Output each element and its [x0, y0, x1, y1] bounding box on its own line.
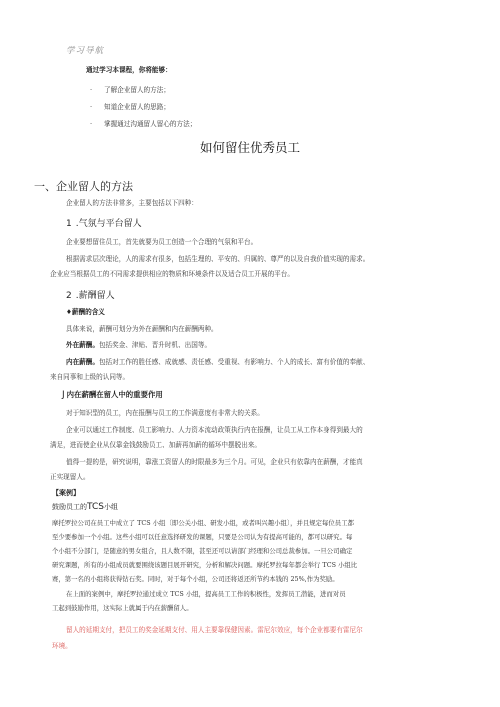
subsection-number: 2: [66, 291, 72, 301]
objective-item: [90, 84, 170, 94]
meaning-label: ♦薪酬的含义: [66, 308, 105, 316]
subsection-title: .气氛与平台留人: [75, 219, 142, 229]
bullet-icon: ·: [90, 120, 93, 128]
paragraph: 正实现留人。: [50, 473, 90, 481]
section-heading: 一、企业留人的方法: [34, 180, 133, 193]
objective-item: [90, 118, 196, 128]
role-title: 内在薪酬在留人中的重要作用: [66, 390, 163, 399]
guide-intro: 通过学习本课程，你将能够：: [86, 66, 172, 74]
case-title-pre: 鼓励员工的: [52, 503, 87, 511]
bullet-icon: ·: [90, 86, 93, 94]
bold-term: 外在薪酬。: [66, 341, 99, 349]
paragraph: 来自同事和上级的认同等。: [50, 373, 130, 381]
paragraph: [66, 356, 369, 366]
role-heading: [62, 389, 163, 400]
subsection-heading-2: [66, 288, 115, 301]
case-line: 赛，第一名的小组将获得钻石奖。同时，对于每个小组，公司还将返还所节约本钱的 25%,作为奖励。: [52, 575, 339, 583]
paragraph: 对于知识型的员工，内在报酬与员工的工作满意度有非常大的关系。: [66, 409, 264, 417]
subsection-heading-1: [66, 216, 142, 229]
case-title: [52, 502, 118, 512]
paragraph: 满足，进而使企业从仅靠金钱鼓励员工、加薪再加薪的循环中摆脱出来。: [50, 441, 261, 449]
term-text: 包括对工作的胜任感、成就感、责任感、受重视、有影响力、个人的成长、富有价值的奉献、: [98, 358, 370, 366]
case-title-big: TCS: [87, 502, 104, 512]
paragraph: 值得一提的是，研究说明，靠涨工资留人的时限最多为三个月。可见，企业只有依靠内在薪酬，才能真: [66, 458, 363, 466]
objective-text: 掌握通过沟通留人留心的方法；: [104, 120, 197, 128]
term-text: 包括奖金、津贴、晋升时机、出国等。: [98, 341, 212, 349]
objective-text: 知道企业留人的思路；: [104, 103, 170, 111]
case-line: 至少要参加一个小组。这些小组可以任意选择研发的课题，只要是公司认为有提高可能的，都可以研究。每: [52, 533, 353, 541]
paragraph: [66, 339, 211, 349]
role-prefix: J: [62, 390, 65, 400]
objective-item: [90, 101, 170, 111]
highlight-note: 环境。: [52, 642, 72, 650]
case-title-post: 小组: [103, 503, 118, 511]
section-intro: 企业留人的方法非常多，主要包括以下四种：: [66, 199, 198, 207]
subsection-title: .薪酬留人: [75, 291, 115, 301]
highlight-note: 留人的延期支付，把员工的奖金延期支付、用人主要靠保健因素。雷尼尔效应，每个企业都要有雷尼尔: [66, 626, 363, 634]
paragraph: 根据需求层次理论，人的需求有很多，包括生理的、平安的、归属的、尊严的以及自我价值实现的需求。: [66, 255, 370, 263]
page-title: 如何留住优秀员工: [199, 140, 300, 155]
case-line: 摩托罗拉公司在员工中成立了 TCS 小组〔即公关小组、研发小组，或者叫兴趣小组〕，并且规定每位员工都: [52, 519, 354, 527]
bullet-icon: ·: [90, 103, 93, 111]
paragraph: 企业应当根据员工的不同需求提供相应的物质和环境条件以及适合员工开展的平台。: [50, 270, 294, 278]
paragraph: 企业要想留住员工，首先就要为员工创造一个合理的气氛和平台。: [66, 238, 258, 246]
case-conclusion: 在上面的案例中，摩托罗拉通过成立 TCS 小组，提高员工工作的积极性，发挥员工潜能，进而对员: [66, 590, 346, 598]
case-heading: 【案例】: [52, 489, 80, 497]
bold-term: 内在薪酬。: [66, 358, 99, 366]
objective-text: 了解企业留人的方法；: [104, 86, 170, 94]
subsection-number: 1: [66, 219, 72, 229]
case-line: 研究课题，所有的小组成员就要围绕该题目展开研究，分析和解决问题。摩托罗拉每年都会举行 TCS 小组比: [52, 561, 358, 569]
case-conclusion: 工起到鼓励作用，这实际上就属于内在薪酬留人。: [52, 604, 193, 612]
paragraph: 企业可以通过工作制度、员工影响力、人力资本流动政策执行内在报酬，让员工从工作本身得到最大的: [66, 426, 363, 434]
case-line: 个小组不分部门，是随意的男女组合，且人数不限，甚至还可以请部门经理和公司总裁参加。一旦公司确定: [52, 547, 353, 555]
guide-title: 学习导航: [66, 46, 105, 56]
paragraph: 具体来说，薪酬可划分为外在薪酬和内在薪酬两种。: [66, 325, 218, 333]
